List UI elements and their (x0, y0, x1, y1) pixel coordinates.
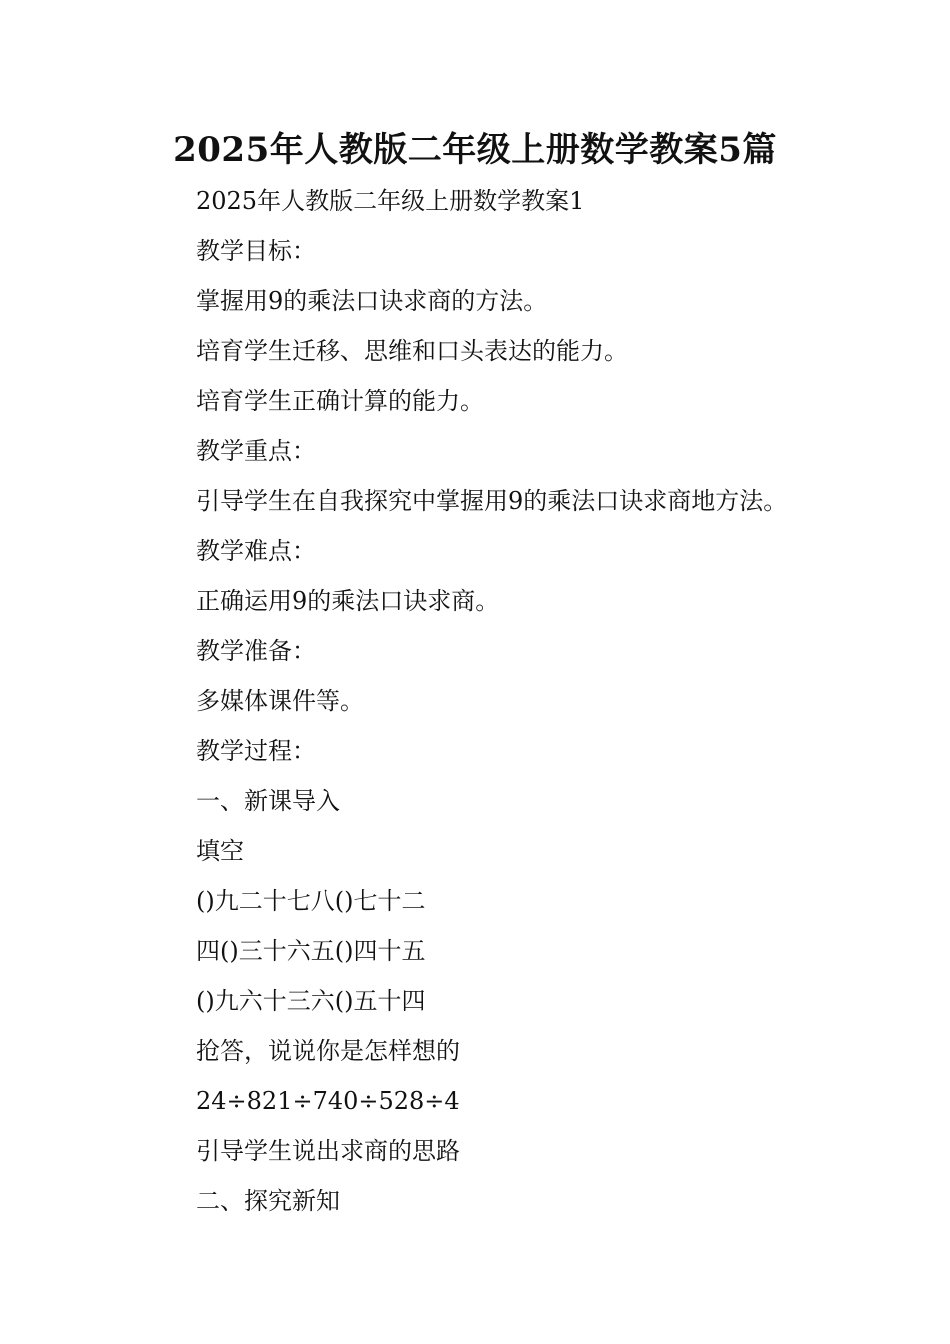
paragraph: 引导学生说出求商的思路 (196, 1137, 460, 1165)
paragraph: 一、新课导入 (196, 787, 340, 815)
paragraph: ()九二十七八()七十二 (196, 887, 426, 915)
paragraph: 掌握用9的乘法口诀求商的方法。 (196, 287, 548, 315)
paragraph: 培育学生正确计算的能力。 (196, 387, 484, 415)
section-heading: 2025年人教版二年级上册数学教案1 (196, 187, 585, 215)
paragraph: 培育学生迁移、思维和口头表达的能力。 (196, 337, 628, 365)
paragraph: 教学过程： (196, 737, 316, 765)
document-body (196, 176, 896, 1226)
paragraph: 教学难点： (196, 537, 316, 565)
paragraph: 教学准备： (196, 637, 316, 665)
paragraph: 抢答，说说你是怎样想的 (196, 1037, 460, 1065)
paragraph: 教学目标： (196, 237, 316, 265)
paragraph: 引导学生在自我探究中掌握用9的乘法口诀求商地方法。 (196, 487, 788, 515)
paragraph: 多媒体课件等。 (196, 687, 364, 715)
paragraph: 教学重点： (196, 437, 316, 465)
paragraph: 四()三十六五()四十五 (196, 937, 426, 965)
paragraph: 24÷821÷740÷528÷4 (196, 1087, 460, 1115)
paragraph: 填空 (196, 837, 244, 865)
paragraph: 正确运用9的乘法口诀求商。 (196, 587, 500, 615)
document-title: 2025年人教版二年级上册数学教案5篇 (173, 130, 777, 170)
paragraph: 二、探究新知 (196, 1187, 340, 1215)
paragraph: ()九六十三六()五十四 (196, 987, 426, 1015)
